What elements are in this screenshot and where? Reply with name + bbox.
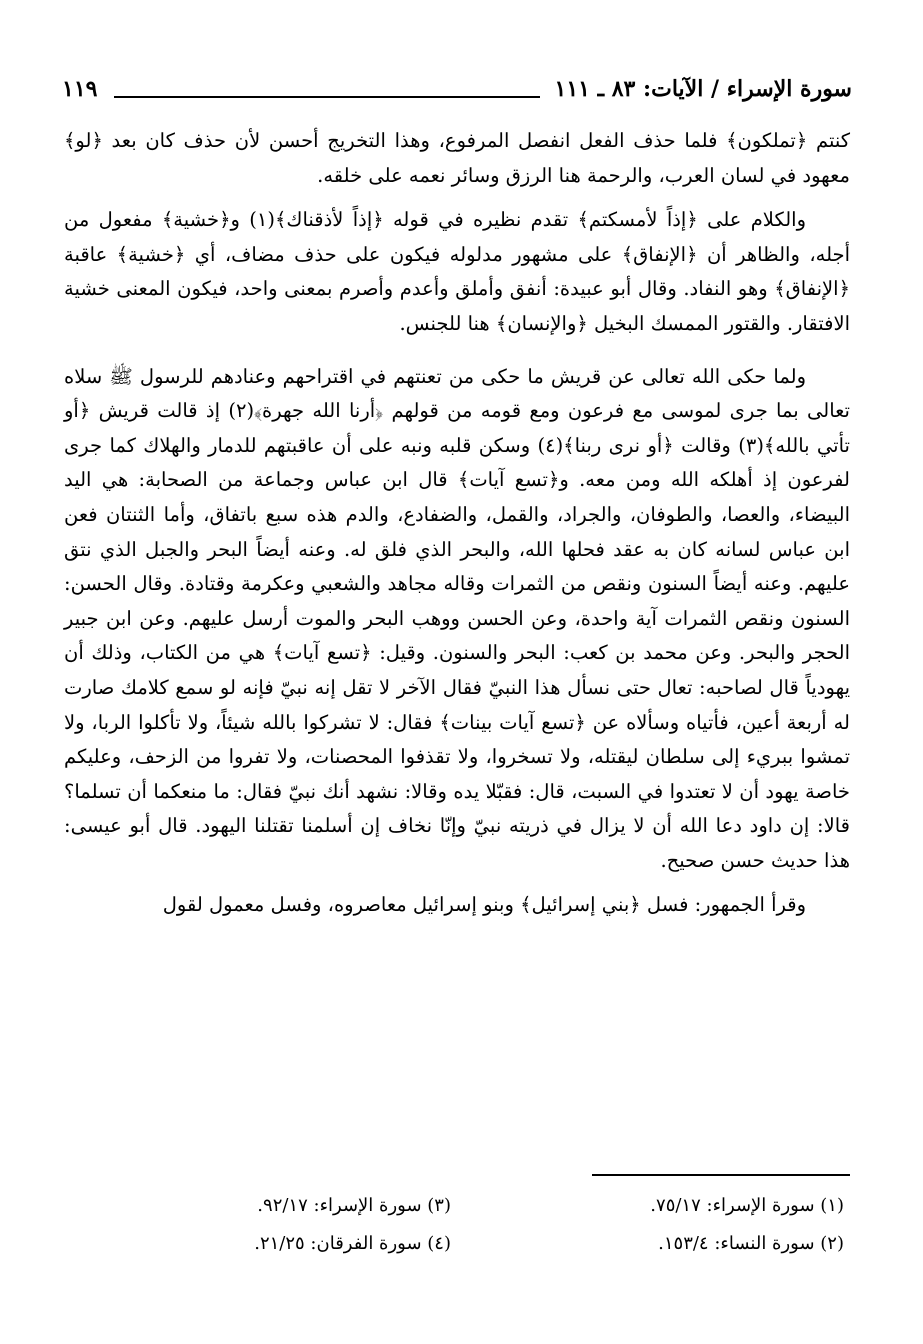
- footnote-divider: [592, 1174, 850, 1176]
- footnote-3: (٣) سورة الإسراء: ٩٢/١٧.: [257, 1194, 451, 1216]
- footnote-2: (٢) سورة النساء: ١٥٣/٤.: [658, 1232, 844, 1254]
- running-header: [62, 74, 852, 110]
- paragraph-4: وقرأ الجمهور: فسل ﴿بني إسرائيل﴾ وبنو إسرائيل معاصروه، وفسل معمول لقول: [162, 893, 806, 917]
- footnote-row: [64, 1186, 850, 1224]
- footnote-1: (١) سورة الإسراء: ٧٥/١٧.: [650, 1194, 844, 1216]
- footnotes: [64, 1186, 850, 1262]
- paragraph-3: ولما حكى الله تعالى عن قريش ما حكى من تعنتهم في اقتراحهم وعنادهم للرسول ﷺ سلاه تعالى بما جرى لموسى مع فرعون ومع قومه من قولهم ﴿أرنا الله جهرة﴾(٢) إذ قالت قريش ﴿أو تأتي بالله﴾(٣) وقالت ﴿أو نرى ربنا﴾(٤) وسكن قلبه ونبه على أن عاقبتهم للدمار والهلاك كما جرى لفرعون إذ أهلكه الله ومن معه. و﴿تسع آيات﴾ قال ابن عباس وجماعة من الصحابة: هي اليد البيضاء، والعصا، والطوفان، والجراد، والقمل، والضفادع، والدم هذه سبع باتفاق، وأما الثنتان فعن ابن عباس لسانه كان به عقد فحلها الله، والبحر الذي فلق له. وعنه أيضاً البحر والجبل الذي نتق عليهم. وعنه أيضاً السنون ونقص من الثمرات وقاله مجاهد والشعبي وعكرمة وقتادة. وقال الحسن: السنون ونقص الثمرات آية واحدة، وعن الحسن ووهب البحر والموت أرسل عليهم. وعن ابن جبير الحجر والبحر. وعن محمد بن كعب: البحر والسنون. وقيل: ﴿تسع آيات﴾ هي من الكتاب، وذلك أن يهودياً قال لصاحبه: تعال حتى نسأل هذا النبيّ فقال الآخر لا تقل إنه نبيّ فإنه لو سمع كلامك صارت له أربعة أعين، فأتياه وسألاه عن ﴿تسع آيات بينات﴾ فقال: لا تشركوا بالله شيئاً، ولا تأكلوا الربا، ولا تمشوا ببريء إلى سلطان ليقتله، ولا تسخروا، ولا تقذفوا المحصنات، ولا تفروا من الزحف، وعليكم خاصة يهود أن لا تعتدوا في السبت، قال: فقبّلا يده وقالا: نشهد أنك نبيّ فقال: ما منعكما أن تسلما؟ قالا: إن داود دعا الله أن لا يزال في ذريته نبيّ وإنّا نخاف إن أسلمنا تقتلنا اليهود. قال أبو عيسى: هذا حديث حسن صحيح.: [64, 364, 850, 872]
- header-rule: [114, 96, 540, 98]
- surah-heading: سورة الإسراء / الآيات: ٨٣ ـ ١١١: [554, 76, 852, 102]
- paragraph-2: والكلام على ﴿إذاً لأمسكتم﴾ تقدم نظيره في قوله ﴿إذاً لأذقناك﴾(١) و﴿خشية﴾ مفعول من أجله، والظاهر أن ﴿الإنفاق﴾ على مشهور مدلوله فيكون على حذف مضاف، أي ﴿خشية﴾ عاقبة ﴿الإنفاق﴾ وهو النفاد. وقال أبو عبيدة: أنفق وأملق وأعدم وأصرم بمعنى واحد، فيكون المعنى خشية الافتقار. والقتور الممسك البخيل ﴿والإنسان﴾ هنا للجنس.: [64, 208, 850, 335]
- footnote-row: [64, 1224, 850, 1262]
- paragraph-1: كنتم ﴿تملكون﴾ فلما حذف الفعل انفصل المرفوع، وهذا التخريج أحسن لأن حذف كان بعد ﴿لو﴾ معهود في لسان العرب، والرحمة هنا الرزق وسائر نعمه على خلقه.: [64, 129, 850, 187]
- page-number: ١١٩: [62, 76, 98, 102]
- main-text: [64, 124, 850, 933]
- footnote-4: (٤) سورة الفرقان: ٢١/٢٥.: [254, 1232, 451, 1254]
